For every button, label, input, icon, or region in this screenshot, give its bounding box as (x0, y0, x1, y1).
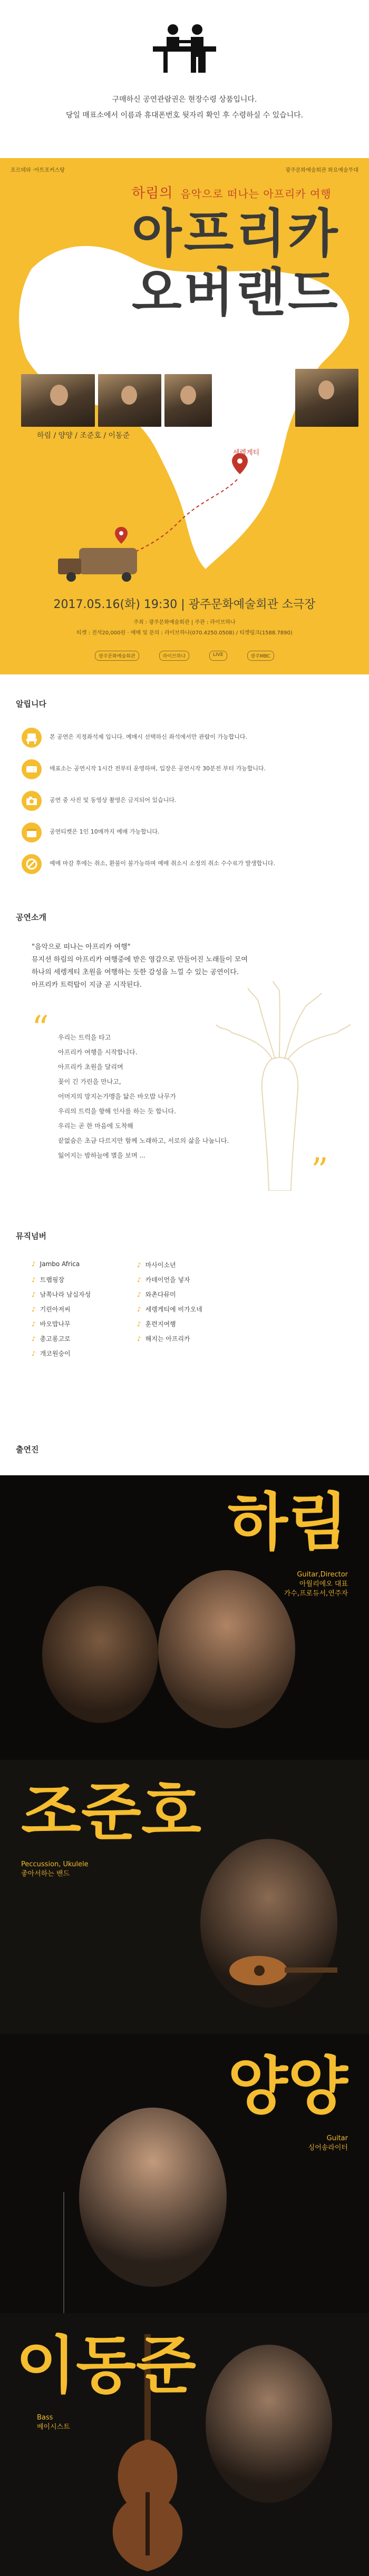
music-note-icon: ♪ (32, 1306, 36, 1313)
sponsor-logo: LIVE (209, 651, 227, 661)
lyric-line: 아프리카 여행을 시작합니다. (58, 1049, 138, 1056)
notice-item-seat (21, 727, 348, 748)
song-item: ♪ Jambo Africa (32, 1260, 80, 1268)
song-item: ♪ 와촌다뮤미 (137, 1291, 176, 1298)
song-item: ♪ 개코원숭이 (32, 1350, 71, 1357)
music-note-icon: ♪ (32, 1291, 36, 1298)
performer-photo (206, 2345, 332, 2503)
notice-item-ticket-limit (21, 822, 348, 843)
serengeti-label: 세렝게티 (233, 449, 260, 457)
songs-title: 뮤직넘버 (16, 1231, 46, 1241)
cast-role: Guitar,Director 아월리에오 대표 가수,프로듀서,연주자 (284, 1571, 348, 1598)
series-label: 광주문화예술회관 화요예술무대 (285, 168, 358, 173)
music-note-icon: ♪ (137, 1320, 141, 1328)
performer-names: 하림 / 양양 / 조준호 / 이동준 (37, 432, 130, 440)
cast-name: 양양 (228, 2050, 348, 2122)
poster-info-organizer: 주최 : 광주문화예술회관 | 주관 : 라이브하나 (133, 620, 236, 625)
open-quote-mark: “ (32, 1009, 49, 1048)
seat-icon (21, 727, 42, 748)
sponsor-logo: 광주MBC (247, 651, 274, 661)
ukulele-icon (227, 1950, 343, 1986)
ticket-booth-icon (132, 21, 237, 74)
performer-photo-junho (164, 374, 212, 427)
lyric-line: 우리는 트럭을 타고 (58, 1034, 111, 1041)
notice-line-1: 구매하신 공연관람권은 현장수령 상품입니다. (112, 95, 257, 104)
song-item: ♪ 해지는 아프리카 (137, 1335, 190, 1343)
lyric-line: 아프리카 초원을 달리며 (58, 1063, 123, 1071)
music-note-icon: ♪ (137, 1335, 141, 1343)
camera-icon (21, 790, 42, 811)
music-note-icon: ♪ (32, 1320, 36, 1328)
truck-illustration (58, 548, 137, 582)
music-note-icon: ♪ (32, 1335, 36, 1343)
music-note-icon: ♪ (32, 1260, 36, 1268)
organizer-label: 포르테와 ·아트포커스탕 (11, 168, 65, 173)
notice-item-refund (21, 854, 348, 875)
notices-title: 알립니다 (16, 699, 46, 709)
title-line-1: 아프리카 (132, 204, 340, 264)
song-item: ♪ 남쪽나라 남십자성 (32, 1291, 91, 1298)
close-quote-mark: ” (311, 1151, 328, 1190)
lyric-line: 어머지의 망지논가맹을 닮은 바오밥 나무가 (58, 1093, 176, 1100)
cast-title: 출연진 (16, 1445, 39, 1454)
title-line-2: 오버랜드 (132, 263, 340, 323)
notice-text: 본 공연은 지정좌석제 입니다. 예매시 선택하신 좌석에서만 관람이 가능합니다. (50, 733, 247, 740)
cast-panel-yangyang (0, 2034, 369, 2313)
cast-panel-harim (0, 1475, 369, 1760)
cast-role: Guitar 싱어송라이터 (308, 2134, 348, 2152)
song-item: ♪ 카데이언을 넣자 (137, 1276, 190, 1284)
performer-photo-dongjun (295, 369, 358, 427)
cast-name: 하림 (228, 1486, 348, 1559)
lyric-line: 우리의 트럭을 향해 인사를 하는 듯 합니다. (58, 1108, 176, 1115)
ticket-icon (21, 759, 42, 780)
notice-text: 매표소는 공연시작 1시간 전부터 운영하며, 입장은 공연시작 30분전 부터 가능합니다. (50, 765, 266, 772)
music-note-icon: ♪ (32, 1276, 36, 1284)
cast-role: Bass 베이시스트 (37, 2414, 70, 2431)
song-item: ♪ 세렝게티에 비가오네 (137, 1306, 202, 1313)
poster-subtitle (132, 182, 332, 202)
lyric-line: 잃어지는 밤하늘에 별을 보며 ... (58, 1152, 145, 1159)
performer-photo (79, 2108, 227, 2287)
intro-title: 공연소개 (16, 913, 46, 922)
sponsor-logo: 라이브하나 (159, 651, 189, 661)
intro-line: "음악으로 떠나는 아프리카 여행" (32, 943, 131, 951)
notice-text: 공연티켓은 1인 10매까지 예매 가능합니다. (50, 828, 160, 835)
lyric-line: 끝없숨은 초금 다르지만 함께 노래하고, 서로의 삶을 나눕니다. (58, 1137, 229, 1144)
poster-info-ticket: 티켓 : 전석20,000원 · 예매 및 문의 : 라이브하나(070.4250.0508) / 티켓링크(1588.7890) (76, 630, 293, 636)
cast-name: 조준호 (21, 1776, 201, 1848)
cast-role: Peccussion, Ukulele 좋아서하는 밴드 (21, 1860, 89, 1878)
notice-item-box-office (21, 759, 348, 780)
performer-photo-yangyang (98, 374, 161, 427)
music-note-icon: ♪ (32, 1350, 36, 1357)
event-poster (0, 158, 369, 674)
song-item: ♪ 바오밥나무 (32, 1320, 71, 1328)
performer-photo-harim (21, 374, 95, 427)
song-item: ♪ 기린아저씨 (32, 1306, 71, 1313)
music-note-icon: ♪ (137, 1261, 141, 1269)
ticket-notice-section (0, 0, 369, 158)
notice-text: 예매 마감 후에는 취소, 환불이 불가능하며 예매 취소시 소정의 취소 수수료가 발생합니다. (50, 860, 275, 867)
event-datetime: 2017.05.16(화) 19:30 | 광주문화예술회관 소극장 (53, 598, 316, 611)
cast-name: 이동준 (16, 2329, 196, 2402)
subtitle-text: 음악으로 떠나는 아프리카 여행 (180, 188, 332, 200)
music-note-icon: ♪ (137, 1306, 141, 1313)
lyric-line: 꽃이 긴 가린을 만나고, (58, 1078, 121, 1085)
sponsor-logos (95, 651, 274, 661)
intro-line: 뮤지션 하림의 아프리카 여행중에 받은 영감으로 만들어진 노래들이 모여 (32, 956, 248, 964)
calendar-icon (21, 822, 42, 843)
song-item: ♪ 트랩핑장 (32, 1276, 65, 1284)
mic-stand (63, 2192, 64, 2313)
poster-title (132, 204, 340, 322)
cast-panel-junho (0, 1760, 369, 2034)
music-note-icon: ♪ (137, 1276, 141, 1284)
performer-photo (42, 1586, 158, 1723)
performer-photo (158, 1570, 295, 1728)
baobab-tree-illustration (206, 980, 353, 1191)
intro-line: 하나의 세렝게티 초원을 여행하는 듯한 감성을 느낄 수 있는 공연이다. (32, 968, 239, 976)
cast-panel-dongjun (0, 2313, 369, 2576)
music-note-icon: ♪ (137, 1291, 141, 1298)
harim-tag: 하림의 (132, 185, 173, 201)
song-item: ♪ 총고롱고로 (32, 1335, 71, 1343)
notice-item-no-camera (21, 790, 348, 811)
sponsor-logo: 광주문화예술회관 (95, 651, 139, 661)
notice-line-2: 당일 매표소에서 이름과 휴대폰번호 뒷자리 확인 후 수령하실 수 있습니다. (65, 111, 304, 120)
song-item: ♪ 마사이소년 (137, 1261, 176, 1269)
no-refund-icon (21, 854, 42, 875)
intro-line: 아프리카 트럭탑이 지금 곧 시작된다. (32, 981, 142, 989)
lyric-line: 우리는 곧 한 마음에 도착해 (58, 1122, 133, 1130)
notice-text: 공연 중 사진 및 동영상 촬영은 금지되어 있습니다. (50, 797, 177, 804)
song-item: ♪ 훈련지여행 (137, 1320, 176, 1328)
